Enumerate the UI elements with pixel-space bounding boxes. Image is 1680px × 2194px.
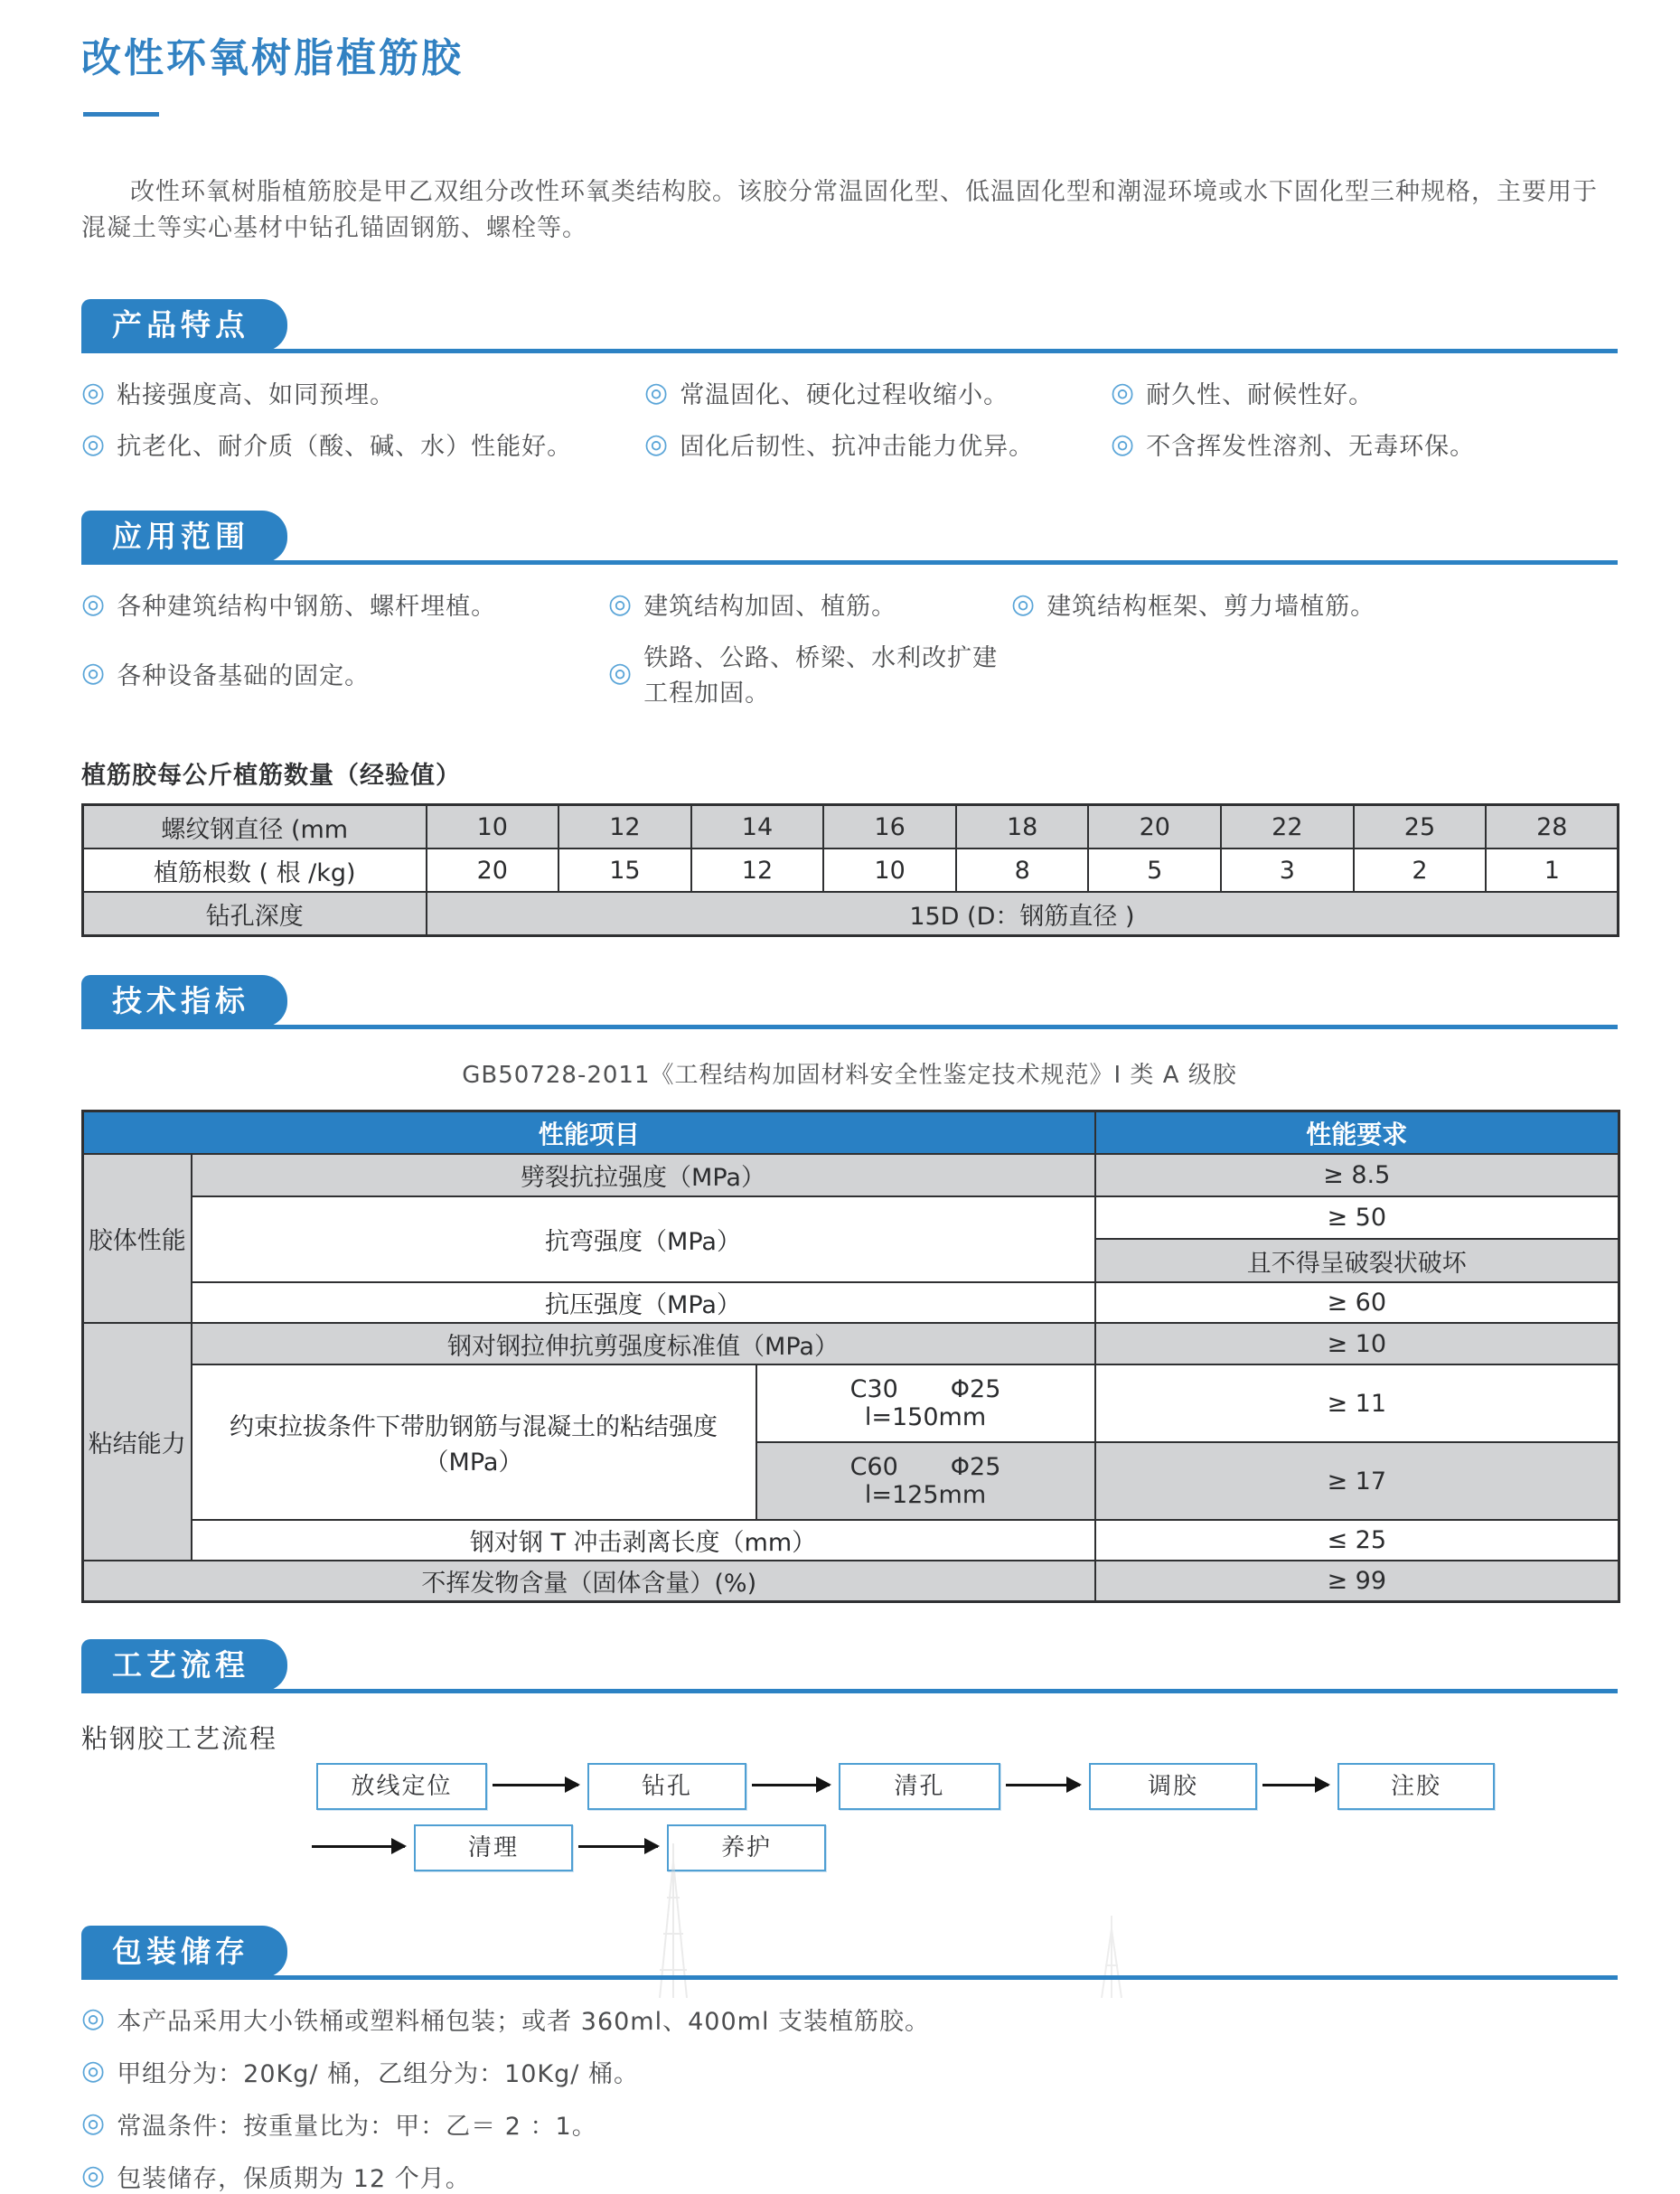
feature-text: 常温固化、硬化过程收缩小。 [680,381,1009,409]
bullet-ring-icon: ◎ [81,2107,107,2139]
count-value: 5 [1088,849,1221,892]
flow-arrow-icon [1262,1784,1328,1786]
feature-text: 粘接强度高、如同预埋。 [117,381,396,409]
diameter-value: 22 [1221,805,1354,849]
packaging-list [81,2002,1618,2194]
section-tech [81,975,1618,1029]
packaging-text: 本产品采用大小铁桶或塑料桶包装；或者 360ml、400ml 支装植筋胶。 [117,2007,931,2036]
flow-step-box: 放线定位 [316,1763,487,1810]
spec-label: 抗压强度（MPa） [192,1282,1095,1323]
spec-label: 抗弯强度（MPa） [192,1196,1095,1282]
flow-arrow-icon [578,1845,658,1848]
scope-text: 各种建筑结构中钢筋、螺杆埋植。 [117,593,497,621]
section-packaging [81,1926,1618,1980]
page-title: 改性环氧树脂植筋胶 [81,35,464,81]
diameter-value: 25 [1354,805,1487,849]
rebar-diameter: Φ25 [950,1375,1001,1403]
process-heading-rule [81,1689,1618,1693]
tech-heading-badge: 技术指标 [81,975,287,1027]
flow-arrow-icon [493,1784,578,1786]
bullet-ring-icon: ◎ [608,587,634,620]
tech-spec-table [81,1110,1620,1603]
bullet-ring-icon: ◎ [81,2055,107,2086]
section-features [81,299,1618,353]
tech-col-req-header: 性能要求 [1095,1111,1619,1155]
packaging-heading-rule [81,1975,1618,1980]
rebar-table-title: 植筋胶每公斤植筋数量（经验值） [81,762,461,790]
packaging-text: 包装储存，保质期为 12 个月。 [117,2164,471,2193]
list-item [81,586,608,622]
feature-text: 固化后韧性、抗冲击能力优异。 [680,433,1035,461]
flow-step-box: 调胶 [1089,1763,1257,1810]
tech-heading-rule [81,1025,1618,1029]
flow-arrow-icon [312,1845,405,1848]
tech-col-item-header: 性能项目 [83,1111,1095,1155]
count-value: 20 [427,849,559,892]
section-process [81,1639,1618,1693]
flow-arrow-icon [752,1784,830,1786]
bullet-ring-icon: ◎ [608,657,634,689]
diameter-value: 16 [823,805,956,849]
scope-heading-badge: 应用范围 [81,511,287,563]
scope-text: 各种设备基础的固定。 [117,661,371,690]
list-item [81,427,644,462]
diameter-value: 14 [691,805,824,849]
bullet-ring-icon: ◎ [81,657,107,689]
flow-step-box: 钻孔 [587,1763,746,1810]
bullet-ring-icon: ◎ [1011,587,1037,620]
diameter-value: 12 [558,805,691,849]
concrete-grade: C30 [849,1375,898,1403]
embed-length: l=125mm [864,1481,987,1509]
count-value: 2 [1354,849,1487,892]
diameter-value: 18 [956,805,1089,849]
scope-text: 建筑结构加固、植筋。 [643,593,897,621]
spec-req: ≥ 99 [1095,1561,1619,1601]
flow-step-box: 养护 [667,1824,826,1871]
count-value: 12 [691,849,824,892]
intro-paragraph: 改性环氧树脂植筋胶是甲乙双组分改性环氧类结构胶。该胶分常温固化型、低温固化型和潮湿环境或水下固化型三种规格，主要用于混凝土等实心基材中钻孔锚固钢筋、螺栓等。 [81,178,1598,242]
bullet-ring-icon: ◎ [644,427,670,460]
spec-label: 钢对钢拉伸抗剪强度标准值（MPa） [192,1323,1095,1364]
spec-req: ≥ 60 [1095,1282,1619,1323]
embed-length: l=150mm [864,1403,987,1431]
feature-text: 耐久性、耐候性好。 [1146,381,1375,409]
list-item [644,427,1111,462]
list-item [81,2159,1618,2194]
features-heading-badge: 产品特点 [81,299,287,352]
depth-row-label: 钻孔深度 [83,892,427,936]
list-item [81,638,608,708]
rebar-count-table [81,803,1619,937]
standard-note: GB50728-2011《工程结构加固材料安全性鉴定技术规范》I 类 A 级胶 [462,1062,1237,1089]
spec-req: ≥ 50 [1095,1196,1619,1239]
scope-list [81,586,1618,708]
count-value: 10 [823,849,956,892]
rebar-header-label: 螺纹钢直径 (mm [83,805,427,849]
packaging-text: 常温条件：按重量比为：甲：乙＝ 2 ：1。 [117,2112,597,2141]
depth-value: 15D (D：钢筋直径 ) [427,892,1619,936]
bond-condition-c60 [756,1442,1095,1520]
packaging-heading-badge: 包装储存 [81,1926,287,1978]
spec-req: ≥ 10 [1095,1323,1619,1364]
flow-subtitle: 粘钢胶工艺流程 [81,1722,278,1754]
bullet-ring-icon: ◎ [81,376,107,408]
list-item [608,586,1011,622]
spec-label: 劈裂抗拉强度（MPa） [192,1154,1095,1196]
bullet-ring-icon: ◎ [1111,427,1136,460]
process-flowchart [81,1763,1618,1906]
bullet-ring-icon: ◎ [644,376,670,408]
list-item [1111,375,1618,410]
title-underline [83,112,159,117]
section-scope [81,511,1618,565]
diameter-value: 20 [1088,805,1221,849]
count-value: 1 [1486,849,1619,892]
spec-req: ≤ 25 [1095,1520,1619,1561]
spec-label: 钢对钢 T 冲击剥离长度（mm） [192,1520,1095,1561]
scope-heading-rule [81,560,1618,565]
spec-req: ≥ 8.5 [1095,1154,1619,1196]
rebar-diameter: Φ25 [950,1453,1001,1481]
group-body-performance: 胶体性能 [83,1154,192,1323]
bullet-ring-icon: ◎ [81,587,107,620]
scope-text: 建筑结构框架、剪力墙植筋。 [1046,593,1376,621]
features-heading-rule [81,349,1618,353]
spec-label: 不挥发物含量（固体含量）(%) [83,1561,1095,1601]
spec-req: ≥ 11 [1095,1364,1619,1442]
list-item [81,2002,1618,2037]
flow-step-box: 清孔 [839,1763,1000,1810]
flow-step-box: 清理 [414,1824,573,1871]
flow-arrow-icon [1006,1784,1080,1786]
list-item [1011,586,1618,622]
count-value: 8 [956,849,1089,892]
empty-cell [1011,638,1618,708]
bond-condition-c30 [756,1364,1095,1442]
diameter-value: 10 [427,805,559,849]
list-item [81,2054,1618,2089]
diameter-value: 28 [1486,805,1619,849]
scope-text: 铁路、公路、桥梁、水利改扩建工程加固。 [643,644,999,708]
list-item [1111,427,1618,462]
count-row-label: 植筋根数 ( 根 /kg) [83,849,427,892]
list-item [644,375,1111,410]
spec-req: 且不得呈破裂状破坏 [1095,1239,1619,1282]
bullet-ring-icon: ◎ [81,2160,107,2191]
bullet-ring-icon: ◎ [81,427,107,460]
feature-text: 抗老化、耐介质（酸、碱、水）性能好。 [117,433,573,461]
concrete-grade: C60 [849,1453,898,1481]
list-item [81,375,644,410]
bullet-ring-icon: ◎ [1111,376,1136,408]
bullet-ring-icon: ◎ [81,2002,107,2034]
list-item [608,638,1011,708]
count-value: 15 [558,849,691,892]
flow-step-box: 注胶 [1337,1763,1495,1810]
process-heading-badge: 工艺流程 [81,1639,287,1692]
list-item [81,2106,1618,2142]
feature-text: 不含挥发性溶剂、无毒环保。 [1146,433,1476,461]
packaging-text: 甲组分为：20Kg/ 桶，乙组分为：10Kg/ 桶。 [117,2059,639,2088]
spec-req: ≥ 17 [1095,1442,1619,1520]
group-bond-capability: 粘结能力 [83,1323,192,1561]
count-value: 3 [1221,849,1354,892]
features-list [81,375,1618,462]
spec-label: 约束拉拔条件下带肋钢筋与混凝土的粘结强度（MPa） [192,1364,756,1520]
